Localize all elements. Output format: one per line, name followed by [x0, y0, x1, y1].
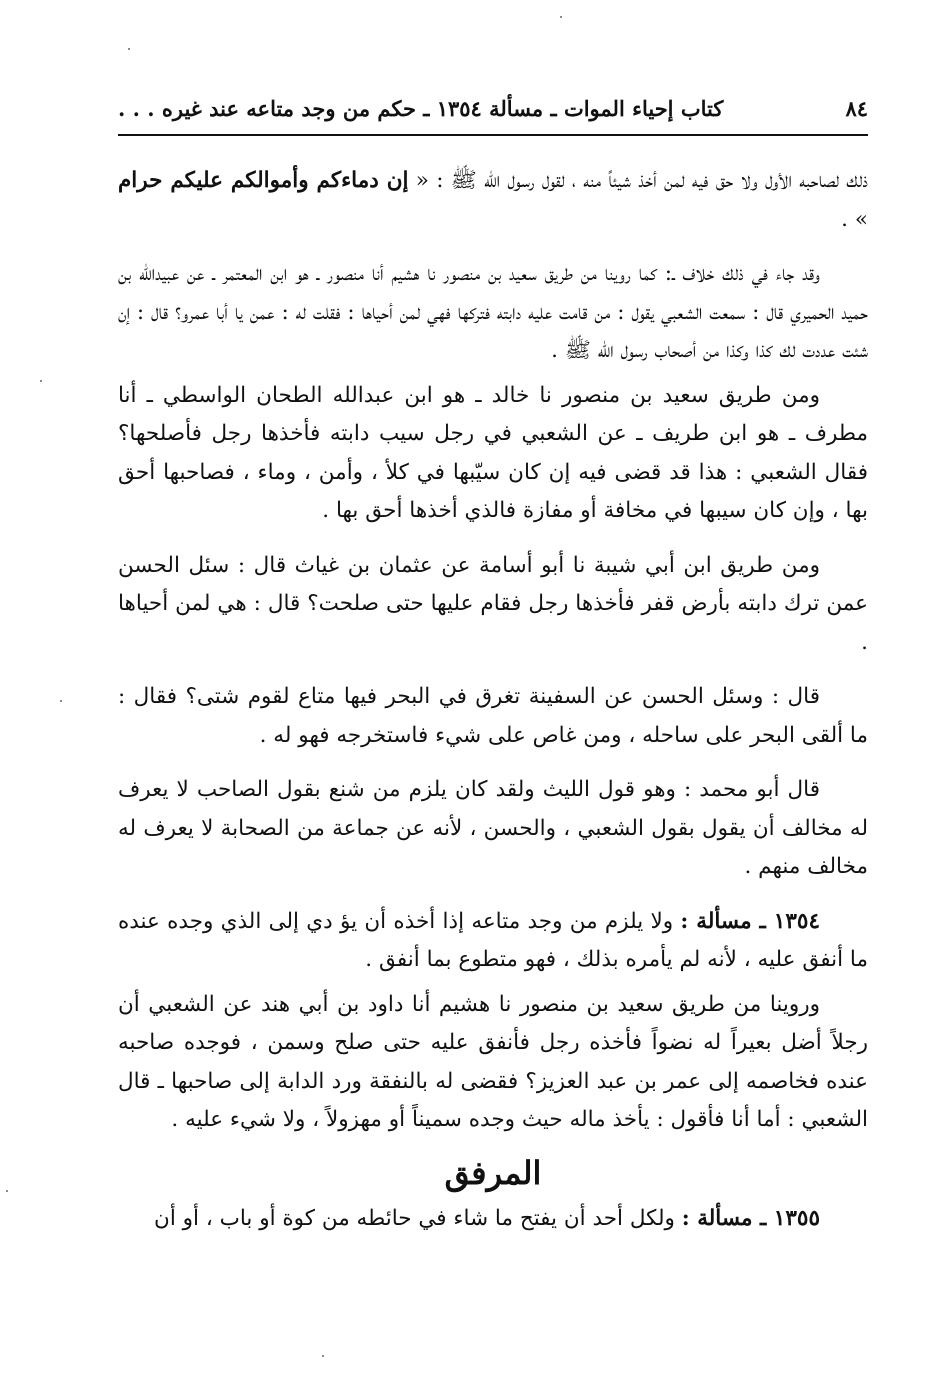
scan-speck	[128, 48, 130, 50]
paragraph-3: ومن طريق سعيد بن منصور نا خالد ـ هو ابن عبدالله الطحان الواسطي ـ أنا مطرف ـ هو ابن طريف ـ عن الشعبي في رجل سيب دابته فأخذها رجل فأصلحها؟ فقال الشعبي : هذا قد قضى فيه إن كان سيّبها في كلأ ، وأمن ، وماء ، فصاحبها أحق بها ، وإن كان سيبها في مخافة أو مفازة فالذي أخذها أحق بها .	[118, 382, 868, 523]
paragraph-8: وروينا من طريق سعيد بن منصور نا هشيم أنا داود بن أبي هند عن الشعبي أن رجلاً أضل بعيراً له نضواً فأخذه رجل فأنفق عليه حتى صلح وسمن ، فوجده صاحبه عنده فخاصمه إلى عمر بن عبد العزيز؟ فقضى له بالنفقة ورد الدابة إلى صاحبها ـ قال الشعبي : أما أنا فأقول : يأخذ ماله حيث وجده سميناً أو مهزولاً ، ولا شيء عليه .	[118, 991, 868, 1132]
page-body	[118, 162, 868, 1238]
issue-1354	[118, 903, 868, 980]
section-title: المرفق	[444, 1153, 542, 1192]
paragraph-1-end: » .	[841, 206, 868, 232]
paragraph-5: قال : وسئل الحسن عن السفينة تغرق في البحر فيها متاع لقوم شتى؟ فقال : ما ألقى البحر على ساحله ، ومن غاص على شيء فاستخرجه فهو له .	[118, 684, 868, 748]
hadith-quote: إن دماءكم وأموالكم عليكم حرام	[118, 168, 409, 193]
issue-1354-label: ١٣٥٤ ـ مسألة :	[680, 908, 820, 934]
issue-1355-label: ١٣٥٥ ـ مسألة :	[681, 1205, 820, 1231]
scan-speck	[40, 380, 42, 382]
issue-1354-text: ولا يلزم من وجد متاعه إذا أخذه أن يؤ دي إلى الذي وجده عنده ما أنفق عليه ، لأنه لم يأمره بذلك ، فهو متطوع بما أنفق .	[118, 908, 868, 972]
paragraph-1-text: ذلك لصاحبه الأول ولا حق فيه لمن أخذ شيئاً منه ، لقول رسول الله ﷺ : «	[408, 168, 868, 193]
scan-speck	[60, 700, 62, 702]
paragraph-4: ومن طريق ابن أبي شيبة نا أبو أسامة عن عثمان بن غياث قال : سئل الحسن عمن ترك دابته بأرض قفر فأخذها رجل فقام عليها حتى صلحت؟ قال : هي لمن أحياها .	[118, 552, 868, 655]
paragraph-1	[118, 162, 868, 239]
scan-speck	[6, 1190, 8, 1192]
paragraph-2: وقد جاء في ذلك خلاف ـ: كما روينا من طريق سعيد بن منصور نا هشيم أنا منصور ـ هو ابن المعتمر ـ عن عبيدالله بن حميد الحميري قال : سمعت الشعبي يقول : من قامت عليه دابته فتركها فهي لمن أحياها : فقلت له : عمن يا أبا عمرو؟ قال : إن شئت عددت لك كذا وكذا من أصحاب رسول الله ﷺ .	[118, 261, 868, 363]
header-rule	[118, 134, 868, 136]
issue-1355	[118, 1200, 868, 1239]
page-number: ٨٤	[845, 95, 868, 121]
running-title: كتاب إحياء الموات ـ مسألة ١٣٥٤ ـ حكم من وجد متاعه عند غيره . . .	[118, 95, 724, 121]
issue-1355-text: ولكل أحد أن يفتح ما شاء في حائطه من كوة أو باب ، أو أن	[154, 1205, 682, 1231]
running-header	[118, 88, 868, 128]
scan-speck	[322, 1355, 324, 1357]
scan-speck	[560, 16, 562, 18]
paragraph-6: قال أبو محمد : وهو قول الليث ولقد كان يلزم من شنع بقول الصاحب لا يعرف له مخالف أن يقول بقول الشعبي ، والحسن ، لأنه عن جماعة من الصحابة لا يعرف له مخالف منهم .	[118, 777, 868, 879]
